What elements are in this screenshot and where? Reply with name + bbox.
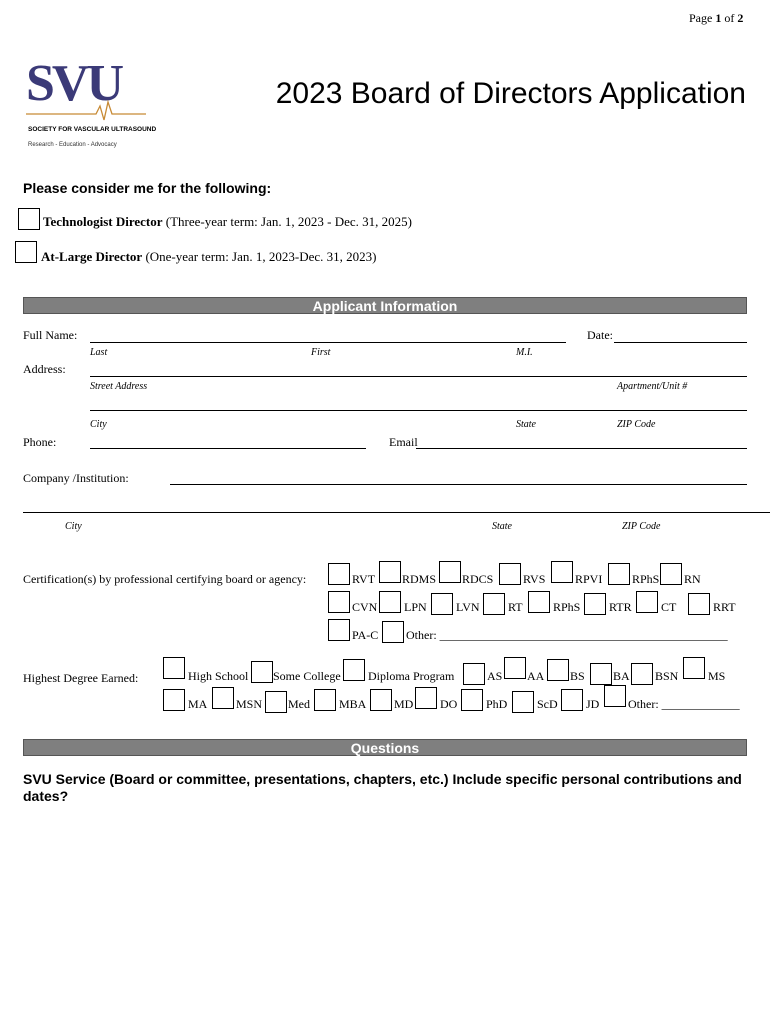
degree-mba-checkbox[interactable] — [314, 689, 336, 711]
cert-rt-label: RT — [508, 600, 523, 614]
degree-bsn-checkbox[interactable] — [631, 663, 653, 685]
degree-diploma-label: Diploma Program — [368, 669, 455, 683]
cert-rphs2-checkbox[interactable] — [528, 591, 550, 613]
company-field[interactable] — [170, 484, 747, 485]
degree-msn-checkbox[interactable] — [212, 687, 234, 709]
address-label: Address: — [23, 362, 66, 376]
degree-as-checkbox[interactable] — [463, 663, 485, 685]
degree-scd-label: ScD — [537, 697, 558, 711]
degree-ba-label: BA — [613, 669, 630, 683]
cert-other-field[interactable]: Other: ________________________________________________ — [406, 628, 728, 642]
last-caption: Last — [90, 347, 108, 358]
company-label: Company /Institution: — [23, 471, 129, 485]
cert-lpn-label: LPN — [404, 600, 427, 614]
cert-rn-label: RN — [684, 572, 701, 586]
date-label: Date: — [587, 328, 613, 342]
page-current: 1 — [715, 11, 722, 25]
degree-other-checkbox[interactable] — [604, 685, 626, 707]
degree-aa-label: AA — [527, 669, 545, 683]
logo-letters: SVU — [26, 55, 122, 112]
cert-rphs2-label: RPhS — [553, 600, 581, 614]
cert-rphs-label: RPhS — [632, 572, 660, 586]
applicant-info-header: Applicant Information — [23, 297, 747, 314]
state-caption: State — [516, 419, 536, 430]
cert-ct-checkbox[interactable] — [636, 591, 658, 613]
degree-diploma-checkbox[interactable] — [343, 659, 365, 681]
certification-label: Certification(s) by professional certifying board or agency: — [23, 572, 307, 586]
technologist-director-checkbox[interactable] — [18, 208, 40, 230]
degree-some-college-checkbox[interactable] — [251, 661, 273, 683]
cert-rpvi-label: RPVI — [575, 572, 603, 586]
logo-tagline: Research - Education - Advocacy — [28, 142, 117, 148]
page-title: 2023 Board of Directors Application — [275, 77, 746, 110]
full-name-field[interactable] — [90, 342, 566, 343]
degree-phd-label: PhD — [486, 697, 508, 711]
technologist-director-label — [43, 214, 412, 230]
degree-bsn-label: BSN — [655, 669, 679, 683]
degree-ma-label: MA — [188, 697, 208, 711]
degree-phd-checkbox[interactable] — [461, 689, 483, 711]
degree-high-school-label: High School — [188, 669, 249, 683]
degree-ma-checkbox[interactable] — [163, 689, 185, 711]
degree-md-checkbox[interactable] — [370, 689, 392, 711]
page-total: 2 — [737, 11, 744, 25]
degree-md-label: MD — [394, 697, 414, 711]
svu-logo — [26, 55, 157, 154]
heartbeat-line-icon — [26, 100, 146, 122]
cert-rvt-label: RVT — [352, 572, 376, 586]
email-label: Email — [389, 435, 418, 449]
cert-rtr-label: RTR — [609, 600, 632, 614]
technologist-director-detail: (Three-year term: Jan. 1, 2023 - Dec. 31, 2025) — [162, 214, 412, 229]
phone-label: Phone: — [23, 435, 57, 449]
cert-rvs-checkbox[interactable] — [499, 563, 521, 585]
cert-pac-checkbox[interactable] — [328, 619, 350, 641]
email-field[interactable] — [416, 448, 747, 449]
degree-other-field[interactable]: Other: _____________ — [628, 697, 740, 711]
cert-lpn-checkbox[interactable] — [379, 591, 401, 613]
degree-ba-checkbox[interactable] — [590, 663, 612, 685]
cert-rvs-label: RVS — [523, 572, 546, 586]
cert-rdcs-label: RDCS — [462, 572, 494, 586]
cert-rtr-checkbox[interactable] — [584, 593, 606, 615]
degree-label: Highest Degree Earned: — [23, 671, 139, 685]
logo-org-name: SOCIETY FOR VASCULAR ULTRASOUND — [28, 126, 157, 133]
zip-caption: ZIP Code — [617, 419, 656, 430]
degree-med-label: Med — [288, 697, 310, 711]
cert-rdms-label: RDMS — [402, 572, 437, 586]
degree-jd-checkbox[interactable] — [561, 689, 583, 711]
page-prefix: Page — [689, 11, 716, 25]
question-svu-service: SVU Service (Board or committee, presentations, chapters, etc.) Include specific personal contributions and dates? — [23, 771, 742, 804]
cert-rt-checkbox[interactable] — [483, 593, 505, 615]
page-of: of — [721, 11, 738, 25]
cert-ct-label: CT — [661, 600, 677, 614]
degree-do-checkbox[interactable] — [415, 687, 437, 709]
zip2-caption: ZIP Code — [622, 521, 661, 532]
degree-high-school-checkbox[interactable] — [163, 657, 185, 679]
degree-as-label: AS — [487, 669, 503, 683]
phone-field[interactable] — [90, 448, 366, 449]
degree-bs-checkbox[interactable] — [547, 659, 569, 681]
state2-caption: State — [492, 521, 512, 532]
degree-scd-checkbox[interactable] — [512, 691, 534, 713]
cert-other-checkbox[interactable] — [382, 621, 404, 643]
degree-jd-label: JD — [586, 697, 600, 711]
at-large-director-label — [41, 249, 376, 265]
at-large-director-checkbox[interactable] — [15, 241, 37, 263]
degree-med-checkbox[interactable] — [265, 691, 287, 713]
cert-pac-label: PA-C — [352, 628, 379, 642]
street-address-field[interactable] — [90, 376, 747, 377]
cert-rdms-checkbox[interactable] — [379, 561, 401, 583]
cert-lvn-label: LVN — [456, 600, 480, 614]
cert-rrt-checkbox[interactable] — [688, 593, 710, 615]
cert-cvn-label: CVN — [352, 600, 378, 614]
consider-heading: Please consider me for the following: — [23, 180, 272, 196]
cert-rdcs-checkbox[interactable] — [439, 561, 461, 583]
mi-caption: M.I. — [516, 347, 533, 358]
cert-rphs-checkbox[interactable] — [608, 563, 630, 585]
apt-caption: Apartment/Unit # — [617, 381, 688, 392]
cert-lvn-checkbox[interactable] — [431, 593, 453, 615]
city2-caption: City — [65, 521, 82, 532]
cert-rrt-label: RRT — [713, 600, 736, 614]
page-indicator — [689, 11, 743, 26]
company-location-field[interactable] — [23, 512, 770, 513]
street-caption: Street Address — [90, 381, 148, 392]
cert-rpvi-checkbox[interactable] — [551, 561, 573, 583]
cert-cvn-checkbox[interactable] — [328, 591, 350, 613]
technologist-director-name: Technologist Director — [43, 214, 163, 229]
city-caption: City — [90, 419, 107, 430]
at-large-director-detail: (One-year term: Jan. 1, 2023-Dec. 31, 2023) — [142, 249, 377, 264]
cert-rvt-checkbox[interactable] — [328, 563, 350, 585]
degree-some-college-label: Some College — [273, 669, 341, 683]
degree-bs-label: BS — [570, 669, 585, 683]
degree-aa-checkbox[interactable] — [504, 657, 526, 679]
degree-msn-label: MSN — [236, 697, 263, 711]
degree-ms-label: MS — [708, 669, 726, 683]
city-state-zip-field[interactable] — [90, 410, 747, 411]
degree-ms-checkbox[interactable] — [683, 657, 705, 679]
at-large-director-name: At-Large Director — [41, 249, 143, 264]
degree-do-label: DO — [440, 697, 458, 711]
questions-header: Questions — [23, 739, 747, 756]
cert-rn-checkbox[interactable] — [660, 563, 682, 585]
full-name-label: Full Name: — [23, 328, 78, 342]
degree-mba-label: MBA — [339, 697, 367, 711]
date-field[interactable] — [614, 342, 747, 343]
first-caption: First — [311, 347, 331, 358]
